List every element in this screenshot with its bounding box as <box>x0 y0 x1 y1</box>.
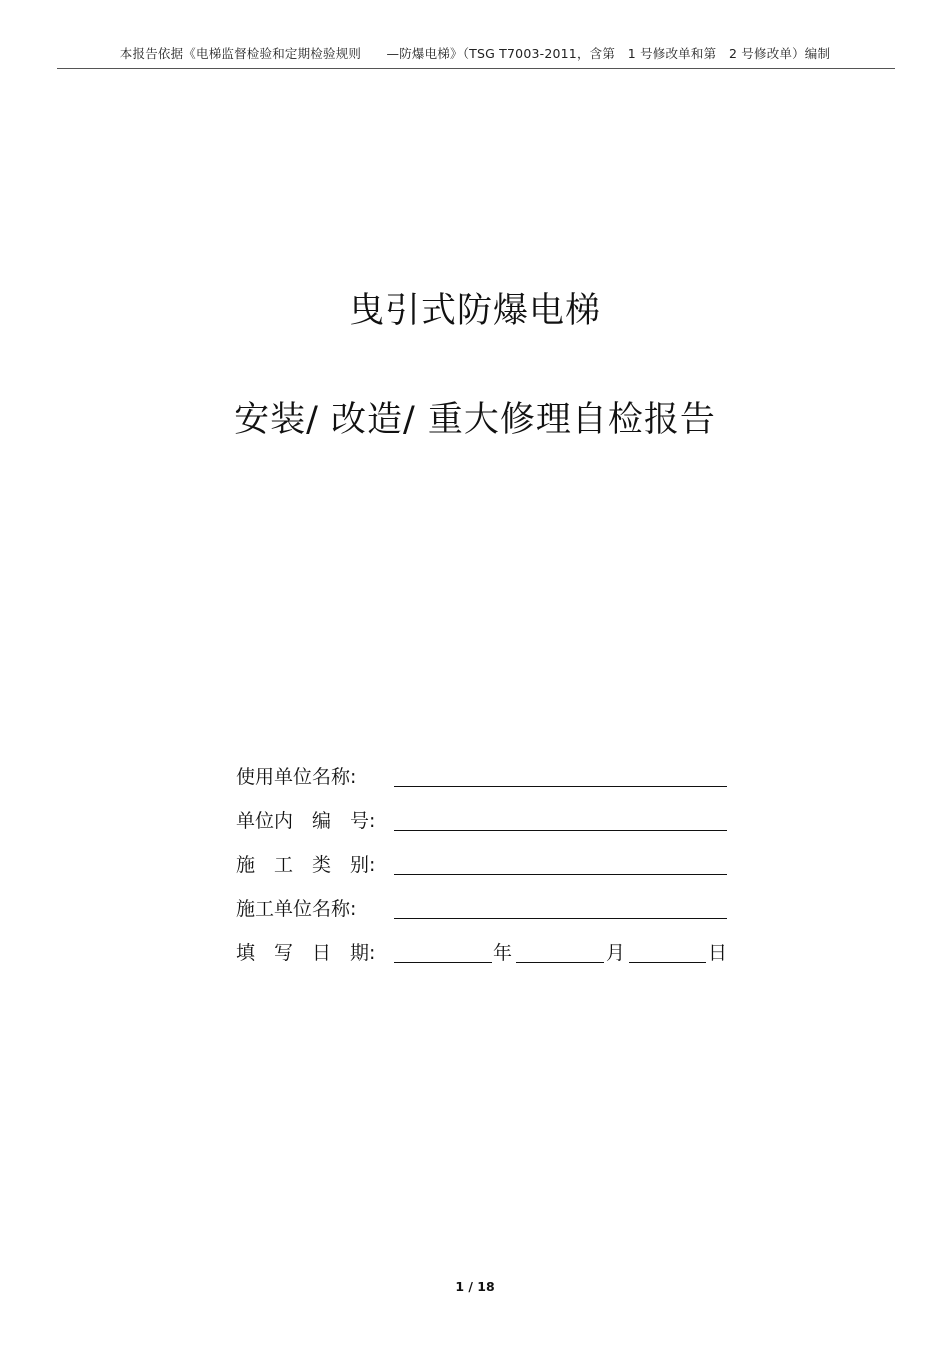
header-divider <box>57 68 895 69</box>
document-title: 曳引式防爆电梯 <box>348 291 601 331</box>
field-internal-number <box>236 808 736 852</box>
fill-in-line <box>394 830 727 831</box>
running-header: 本报告依据《电梯监督检验和定期检验规则 —防爆电梯》（TSG T7003-2011，含第 1 号修改单和第 2 号修改单）编制 <box>119 46 831 61</box>
field-label: 施 工 类 别: <box>236 854 376 876</box>
page-number: 1 / 18 <box>455 1279 495 1294</box>
year-label: 年 <box>493 942 513 964</box>
field-label: 填 写 日 期: <box>236 942 376 964</box>
fill-in-line <box>394 918 727 919</box>
document-subtitle: 安装/ 改造/ 重大修理自检报告 <box>234 400 716 440</box>
cover-form <box>236 764 736 984</box>
field-user-unit <box>236 764 736 808</box>
year-line <box>394 962 492 963</box>
month-line <box>516 962 604 963</box>
field-label: 使用单位名称: <box>236 766 357 788</box>
field-label: 施工单位名称: <box>236 898 357 920</box>
field-construction-unit <box>236 896 736 940</box>
day-line <box>629 962 706 963</box>
month-label: 月 <box>606 942 626 964</box>
field-label: 单位内 编 号: <box>236 810 376 832</box>
field-fill-date <box>236 940 736 984</box>
field-construction-type <box>236 852 736 896</box>
fill-in-line <box>394 786 727 787</box>
fill-in-line <box>394 874 727 875</box>
day-label: 日 <box>708 942 728 964</box>
